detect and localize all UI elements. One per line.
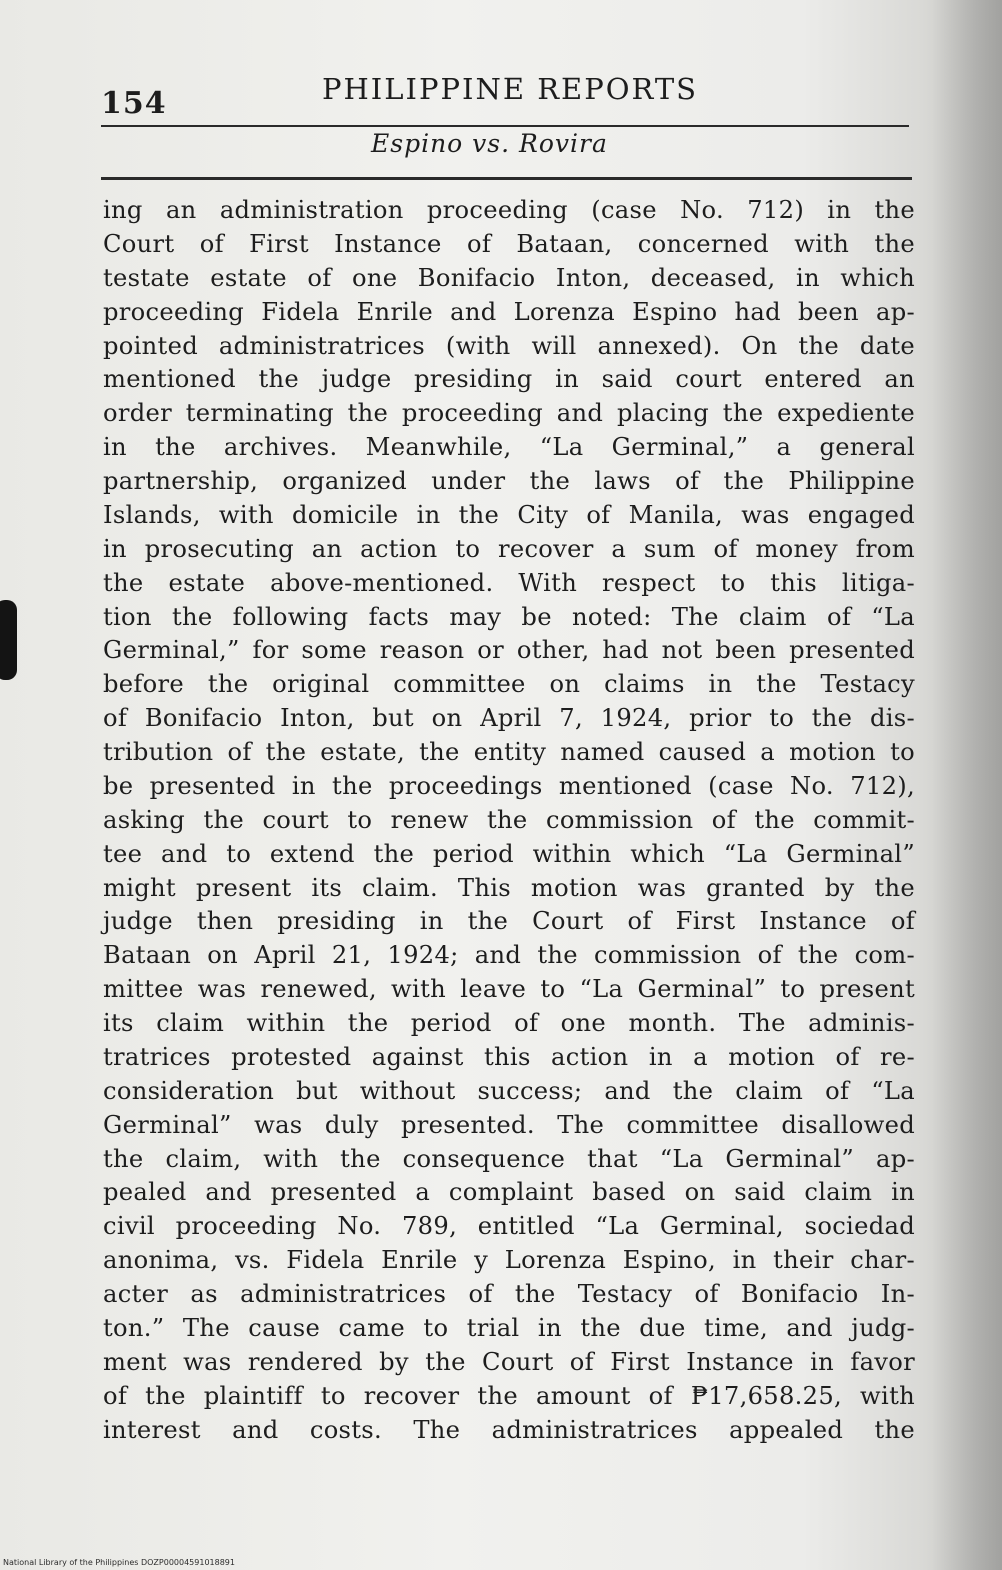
- text-line: the estate above-mentioned. With respect to this litiga-: [103, 568, 915, 597]
- text-line: acter as administratrices of the Testacy of Bonifacio In-: [103, 1280, 915, 1308]
- text-line: Islands, with domicile in the City of Manila, was engaged: [103, 500, 915, 529]
- text-line: ment was rendered by the Court of First Instance in favor: [103, 1347, 915, 1376]
- page-number: 154: [101, 86, 167, 121]
- text-line: mittee was renewed, with leave to “La Germinal” to present: [103, 975, 915, 1004]
- text-line: proceeding Fidela Enrile and Lorenza Espino had been ap-: [103, 297, 915, 326]
- text-line: interest and costs. The administratrices appealed the: [103, 1415, 915, 1444]
- text-line: ing an administration proceeding (case No. 712) in the: [103, 196, 915, 224]
- text-line: of Bonifacio Inton, but on April 7, 1924, prior to the dis-: [103, 704, 915, 733]
- text-line: before the original committee on claims in the Testacy: [103, 670, 915, 699]
- text-line: tribution of the estate, the entity named caused a motion to: [103, 738, 915, 766]
- text-line: judge then presiding in the Court of First Instance of: [103, 907, 915, 936]
- text-line: asking the court to renew the commission of the commit-: [103, 805, 915, 834]
- text-line: tion the following facts may be noted: The claim of “La: [103, 602, 915, 631]
- text-line: be presented in the proceedings mentioned (case No. 712),: [103, 771, 915, 800]
- text-line: might present its claim. This motion was granted by the: [103, 873, 915, 902]
- text-line: anonima, vs. Fidela Enrile y Lorenza Espino, in their char-: [103, 1246, 915, 1275]
- text-line: Court of First Instance of Bataan, concerned with the: [103, 229, 915, 258]
- text-line: tratrices protested against this action in a motion of re-: [103, 1042, 915, 1071]
- text-line: pointed administratrices (with will annexed). On the date: [103, 331, 915, 360]
- text-line: tee and to extend the period within which “La Germinal”: [103, 839, 915, 868]
- scan-artifact: [0, 600, 17, 680]
- text-line: testate estate of one Bonifacio Inton, deceased, in which: [103, 263, 915, 292]
- text-line: of the plaintiff to recover the amount of ₱17,658.25, with: [103, 1381, 915, 1410]
- body-text: [103, 194, 915, 1447]
- case-title: Espino vs. Rovira: [371, 129, 608, 158]
- text-line: Bataan on April 21, 1924; and the commission of the com-: [103, 941, 915, 970]
- header-rule-bottom: [101, 177, 912, 180]
- text-line: order terminating the proceeding and placing the expediente: [103, 399, 915, 428]
- running-head: PHILIPPINE REPORTS: [322, 72, 699, 106]
- text-line: mentioned the judge presiding in said court entered an: [103, 365, 915, 394]
- text-line: in the archives. Meanwhile, “La Germinal,” a general: [103, 433, 915, 462]
- text-line: partnership, organized under the laws of the Philippine: [103, 467, 915, 495]
- source-note: National Library of the Philippines DOZP00004591018891: [3, 1558, 235, 1567]
- text-line: consideration but without success; and the claim of “La: [103, 1076, 915, 1105]
- text-line: Germinal” was duly presented. The committee disallowed: [103, 1110, 915, 1139]
- header-rule-top: [101, 125, 909, 127]
- text-line: pealed and presented a complaint based on said claim in: [103, 1178, 915, 1207]
- page-edge-shadow: [932, 0, 1002, 1570]
- text-line: the claim, with the consequence that “La Germinal” ap-: [103, 1144, 915, 1173]
- text-line: civil proceeding No. 789, entitled “La Germinal, sociedad: [103, 1212, 915, 1241]
- text-line: its claim within the period of one month. The adminis-: [103, 1009, 915, 1037]
- text-line: Germinal,” for some reason or other, had not been presented: [103, 636, 915, 665]
- text-line: in prosecuting an action to recover a sum of money from: [103, 534, 915, 563]
- text-line: ton.” The cause came to trial in the due time, and judg-: [103, 1313, 915, 1342]
